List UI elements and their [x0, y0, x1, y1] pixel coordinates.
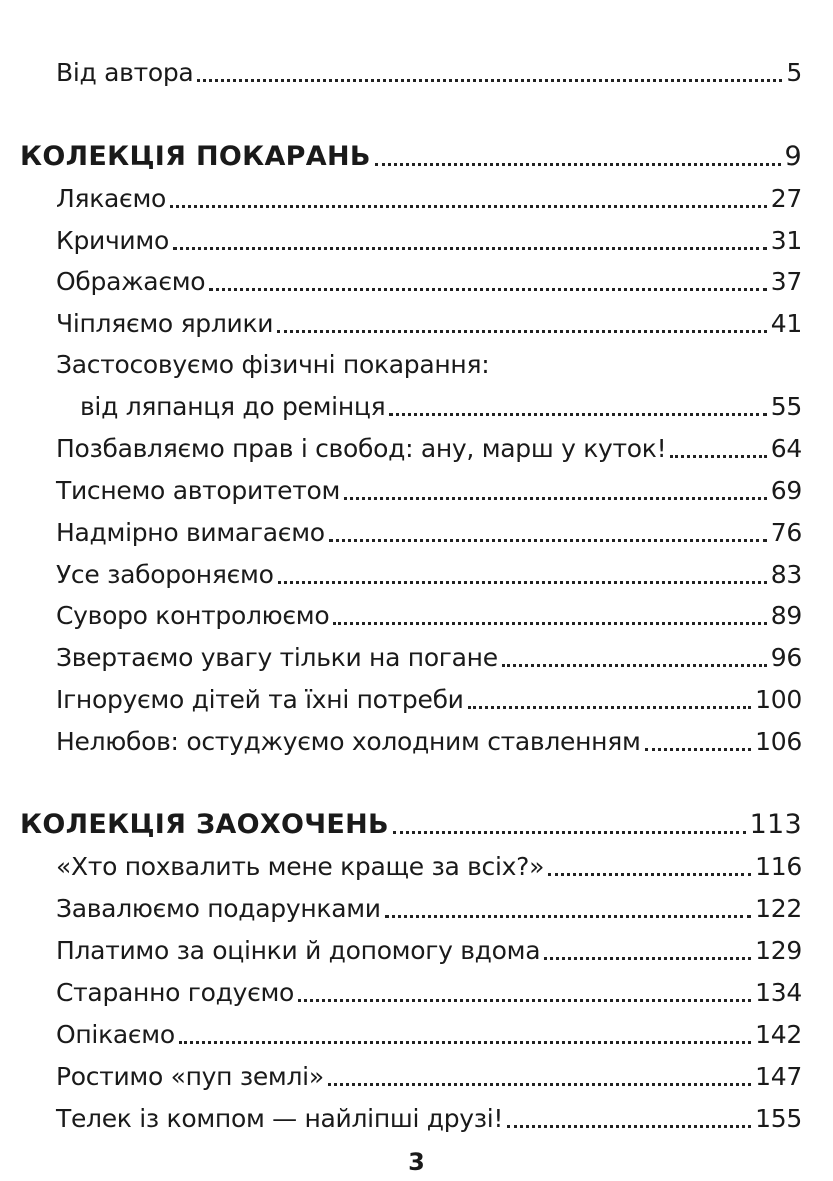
toc-entry-title: Усе забороняємо: [56, 560, 274, 589]
toc-entry-title: Надмірно вимагаємо: [56, 518, 325, 547]
dot-leader: [548, 872, 751, 876]
toc-entry: [56, 301, 802, 339]
toc-entry: [56, 468, 802, 506]
toc-entry-page: 147: [755, 1062, 802, 1091]
toc-entry: [56, 259, 802, 297]
toc-entry-title: Чіпляємо ярлики: [56, 309, 274, 338]
dot-leader: [179, 1040, 751, 1044]
dot-leader: [385, 914, 751, 918]
toc-entry: [56, 1054, 802, 1092]
toc-entry-title: Ігноруємо дітей та їхні потреби: [56, 685, 464, 714]
toc-entry: [56, 552, 802, 590]
dot-leader: [468, 705, 752, 709]
toc-entry-title: Ображаємо: [56, 267, 206, 296]
dot-leader: [170, 204, 767, 208]
toc-entry: [56, 844, 802, 882]
toc-entry: [56, 1096, 802, 1134]
toc-entry-title: «Хто похвалить мене краще за всіх?»: [56, 852, 545, 881]
toc-entry-page: 37: [770, 267, 802, 296]
toc-entry-page: 155: [755, 1104, 802, 1133]
dot-leader: [670, 454, 766, 458]
toc-entry-page: 83: [770, 560, 802, 589]
dot-leader: [173, 246, 767, 250]
dot-leader: [645, 747, 752, 751]
toc-entry-page: 76: [770, 518, 802, 547]
toc-entry-page: 134: [755, 978, 802, 1007]
toc-entry-title: Кричимо: [56, 226, 169, 255]
toc-entry-page: 89: [770, 601, 802, 630]
toc-entry-page: 27: [770, 184, 802, 213]
toc-entry-title: Ростимо «пуп землі»: [56, 1062, 324, 1091]
toc-entry: [56, 886, 802, 924]
section-title: КОЛЕКЦІЯ ЗАОХОЧЕНЬ: [20, 809, 389, 840]
page-number: 3: [408, 1148, 425, 1176]
toc-entry: [56, 928, 802, 966]
toc-entry-title: Тиснемо авторитетом: [56, 476, 341, 505]
dot-leader: [298, 998, 751, 1002]
toc-entry-page: 55: [770, 392, 802, 421]
dot-leader: [328, 1082, 751, 1086]
toc-entry: [80, 384, 802, 422]
dot-leader: [544, 956, 751, 960]
toc-entry-title: Телек із компом — найліпші друзі!: [56, 1104, 504, 1133]
toc-entry: [56, 970, 802, 1008]
dot-leader: [389, 412, 766, 416]
section-title: КОЛЕКЦІЯ ПОКАРАНЬ: [20, 141, 371, 172]
toc-entry-page: 64: [770, 434, 802, 463]
toc-entry: [56, 635, 802, 673]
toc-entry-title: Звертаємо увагу тільки на погане: [56, 643, 498, 672]
toc-entry-page: 5: [786, 58, 802, 87]
section-page: 113: [749, 809, 802, 840]
toc-entry: [56, 593, 802, 631]
dot-leader: [393, 830, 746, 834]
toc-entry-intro: [56, 50, 802, 88]
toc-entry-page: 100: [755, 685, 802, 714]
dot-leader: [277, 329, 767, 333]
toc-entry-page: 41: [770, 309, 802, 338]
section-heading-rewards: [20, 802, 802, 840]
toc-entry-page: 69: [770, 476, 802, 505]
dot-leader: [333, 621, 766, 625]
toc-entry-title: Суворо контролюємо: [56, 601, 330, 630]
toc-entry: [56, 426, 802, 464]
dot-leader: [502, 663, 767, 667]
dot-leader: [329, 538, 767, 542]
toc-entry-title: Від автора: [56, 58, 194, 87]
toc-entry-title-line2: від ляпанця до ремінця: [80, 392, 386, 421]
toc-entry-title: Позбавляємо прав і свобод: ану, марш у куток!: [56, 434, 667, 463]
toc-entry-title: Лякаємо: [56, 184, 167, 213]
toc-entry-page: 106: [755, 727, 802, 756]
toc-entry: [56, 677, 802, 715]
toc-entry-page: 31: [770, 226, 802, 255]
dot-leader: [375, 162, 781, 166]
dot-leader: [197, 78, 782, 82]
toc-entry-page: 96: [770, 643, 802, 672]
toc-entry-title: Платимо за оцінки й допомогу вдома: [56, 936, 541, 965]
toc-entry-title: Завалюємо подарунками: [56, 894, 381, 923]
toc-entry-title: Опікаємо: [56, 1020, 175, 1049]
toc-entry-page: 116: [755, 852, 802, 881]
dot-leader: [344, 496, 767, 500]
toc-entry-page: 142: [755, 1020, 802, 1049]
toc-entry: [56, 1012, 802, 1050]
section-heading-punishments: [20, 134, 802, 172]
toc-entry: [56, 510, 802, 548]
toc-entry: [56, 719, 802, 757]
toc-entry-page: 129: [755, 936, 802, 965]
dot-leader: [507, 1124, 751, 1128]
toc-entry: [56, 218, 802, 256]
section-page: 9: [784, 141, 802, 172]
dot-leader: [278, 580, 767, 584]
toc-entry-title-line1: Застосовуємо фізичні покарання:: [56, 350, 490, 379]
toc-entry: [56, 176, 802, 214]
toc-entry-title: Старанно годуємо: [56, 978, 295, 1007]
dot-leader: [209, 287, 766, 291]
toc-entry-page: 122: [755, 894, 802, 923]
toc-entry-title: Нелюбов: остуджуємо холодним ставленням: [56, 727, 641, 756]
